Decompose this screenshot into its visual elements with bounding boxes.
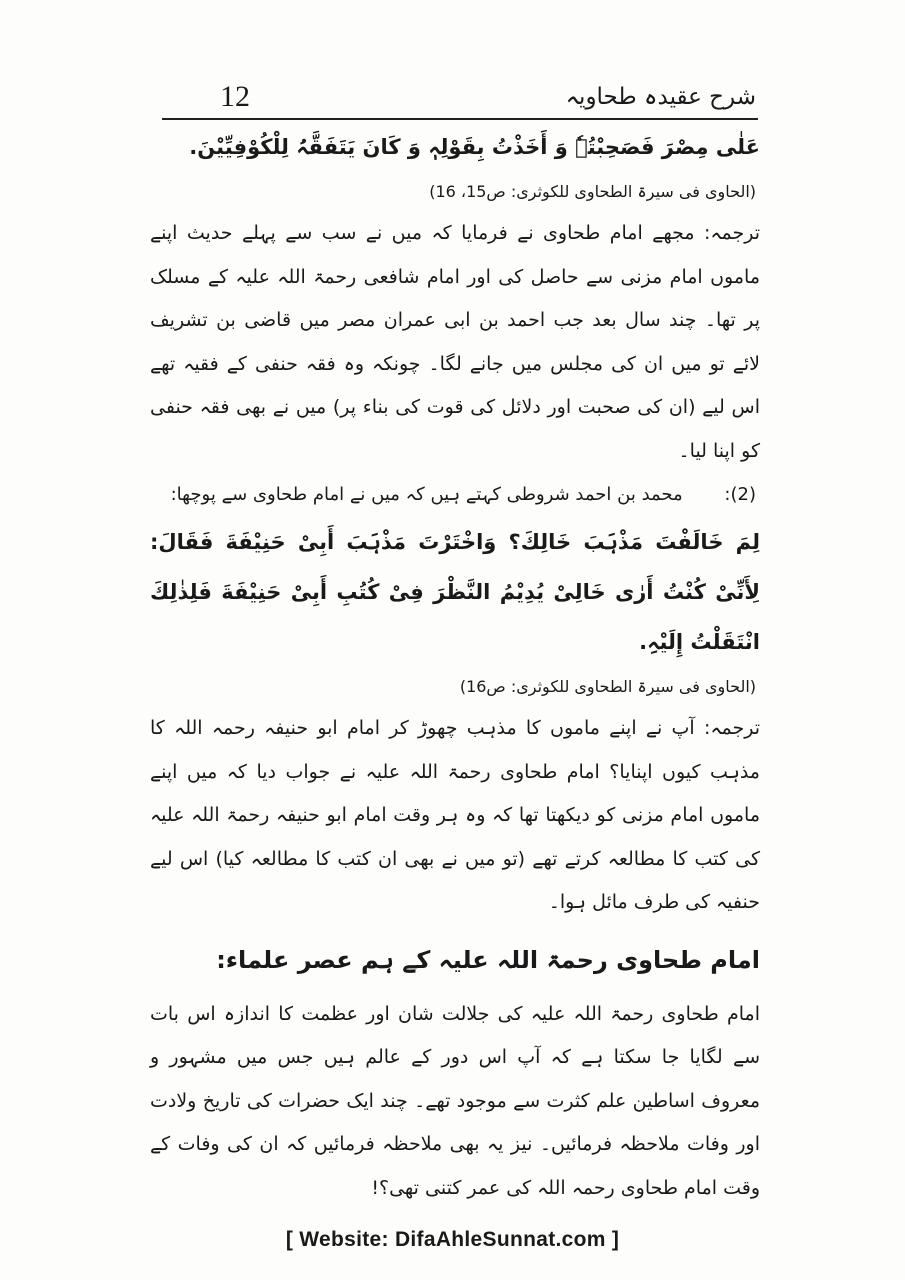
citation-2: (الحاوی فی سیرۃ الطحاوی للکوثری: ص16) — [459, 677, 756, 696]
running-title: شرح عقیدہ طحاویہ — [565, 84, 756, 110]
arabic-quote-2: لِمَ خَالَفْتَ مَذْہَبَ خَالِكَ؟ وَاخْتَرْتَ مَذْہَبَ أَبِیْ حَنِیْفَةَ فَقَالَ: لِأَنِّیْ کُنْتُ أَرٰی خَالِیْ یُدِیْمُ النَّظْرَ فِیْ کُتُبِ أَبِیْ حَنِیْفَةَ فَلِذٰلِكَ انْتَقَلْتُ إِلَیْہِ. — [150, 530, 760, 654]
item-number: (2): — [724, 484, 756, 505]
arabic-quote-1: عَلٰی مِصْرَ فَصَحِبْتُہٗ وَ أَخَذْتُ بِقَوْلِہٖ وَ کَانَ یَتَفَقَّہُ لِلْکُوْفِیِّیْنَ. — [189, 135, 760, 159]
citation-1: (الحاوی فی سیرۃ الطحاوی للکوثری: ص15، 16) — [429, 182, 756, 201]
translation-2: ترجمہ: آپ نے اپنے ماموں کا مذہب چھوڑ کر امام ابو حنیفہ رحمہ اللہ کا مذہب کیوں اپنایا؟ امام طحاوی رحمۃ اللہ علیہ نے جواب دیا کہ میں اپنے ماموں امام مزنی کو دیکھتا تھا کہ وہ ہر وقت امام ابو حنیفہ رحمۃ اللہ علیہ کی کتب کا مطالعہ کرتے تھے (تو میں نے بھی ان کتب کا مطالعہ کیا) اس لیے حنفیہ کی طرف مائل ہوا۔ — [150, 717, 760, 913]
numbered-item — [150, 473, 760, 517]
section-heading: امام طحاوی رحمۃ اللہ علیہ کے ہم عصر علماء: — [216, 945, 760, 974]
page-header — [162, 78, 758, 120]
section-paragraph: امام طحاوی رحمۃ اللہ علیہ کی جلالت شان اور عظمت کا اندازہ اس بات سے لگایا جا سکتا ہے کہ آپ اس دور کے عالم ہیں جس میں مشہور و معروف اساطین علم کثرت سے موجود تھے۔ چند ایک حضرات کی تاریخ ولادت اور وفات ملاحظہ فرمائیں۔ نیز یہ بھی ملاحظہ فرمائیں کہ ان کی وفات کے وقت امام طحاوی رحمہ اللہ کی عمر کتنی تھی؟! — [150, 1002, 760, 1199]
page-content — [150, 122, 760, 1210]
page-number: 12 — [220, 80, 250, 113]
translation-1: ترجمہ: مجھے امام طحاوی نے فرمایا کہ میں نے سب سے پہلے حدیث اپنے ماموں امام مزنی سے حاصل کی اور امام شافعی رحمۃ اللہ علیہ کے مسلک پر تھا۔ چند سال بعد جب احمد بن ابی عمران مصر میں قاضی بن تشریف لائے تو میں ان کی مجلس میں جانے لگا۔ چونکہ وہ فقہ حنفی کے فقیہ تھے اس لیے (ان کی صحبت اور دلائل کی قوت کی بناء پر) میں نے بھی فقہ حنفی کو اپنا لیا۔ — [150, 222, 760, 462]
website-footer: [ Website: DifaAhleSunnat.com ] — [285, 1228, 620, 1251]
item-text: محمد بن احمد شروطی کہتے ہیں کہ میں نے امام طحاوی سے پوچھا: — [170, 484, 683, 505]
